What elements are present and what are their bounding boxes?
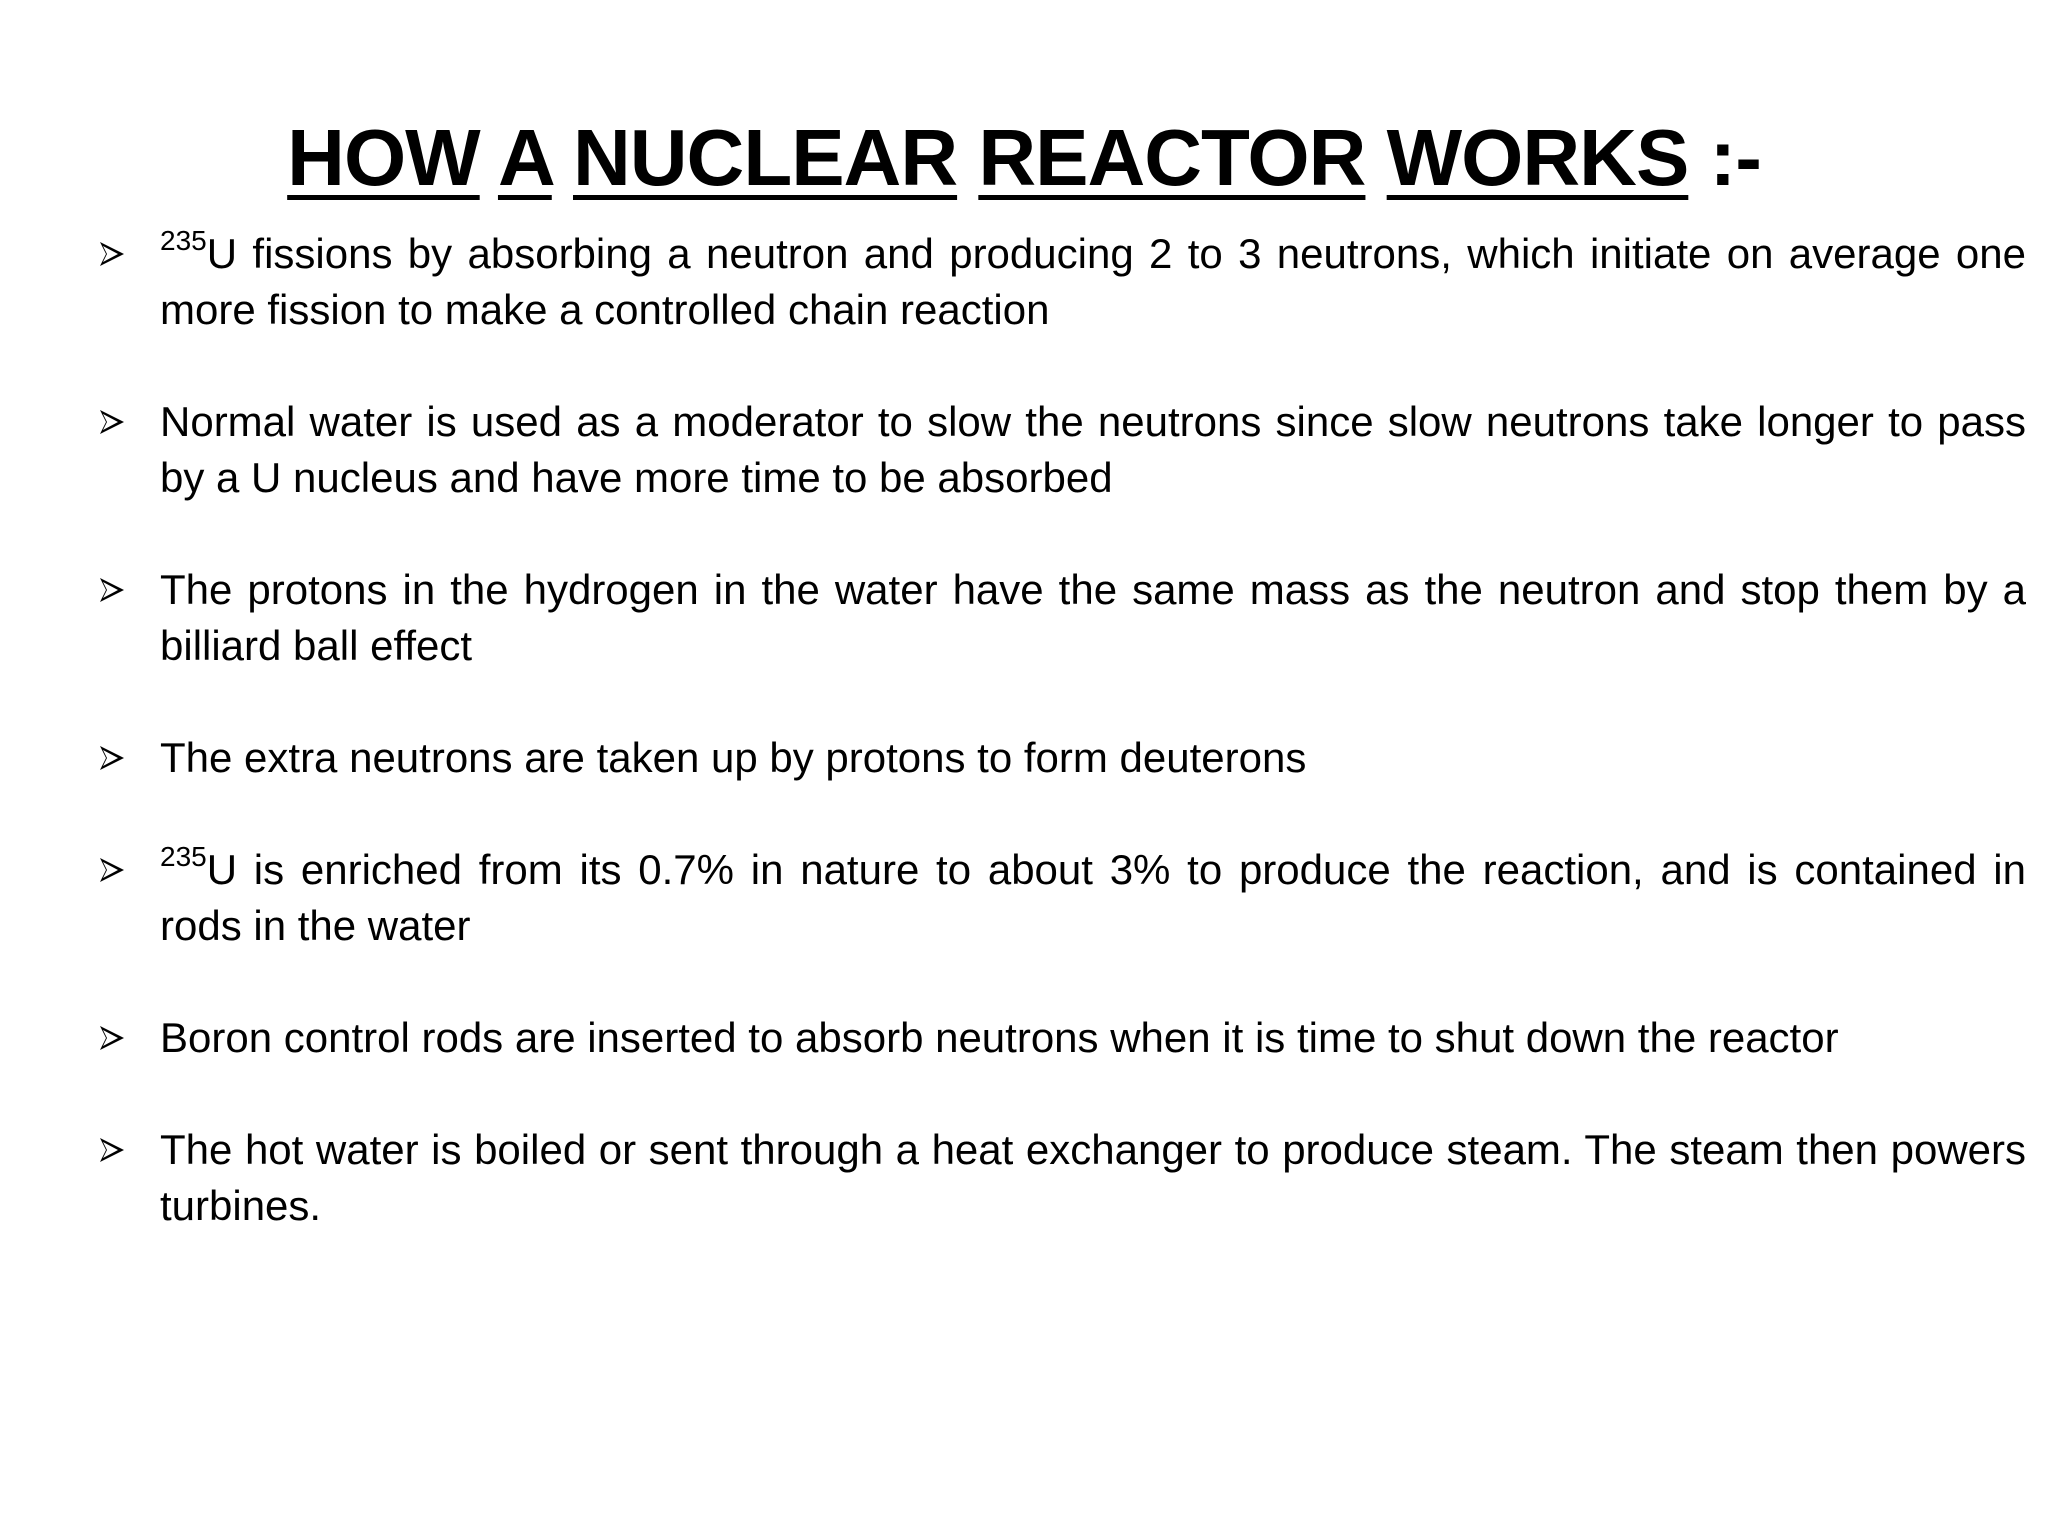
- bullet-item: [96, 1010, 2026, 1066]
- bullet-text: The extra neutrons are taken up by protons to form deuterons: [160, 734, 1307, 781]
- slide-title: [0, 108, 2048, 208]
- bullet-item: [96, 562, 2026, 674]
- bullet-text: U fissions by absorbing a neutron and producing 2 to 3 neutrons, which initiate on average one more fission to make a controlled chain reaction: [160, 230, 2026, 333]
- arrowhead-bullet-icon: [98, 408, 126, 436]
- title-suffix: :-: [1709, 113, 1761, 202]
- bullet-item: [96, 842, 2026, 954]
- arrowhead-bullet-icon: [98, 1024, 126, 1052]
- arrowhead-bullet-icon: [98, 1136, 126, 1164]
- isotope-superscript: 235: [160, 841, 207, 872]
- title-word: REACTOR: [978, 113, 1366, 202]
- bullet-item: [96, 1122, 2026, 1234]
- bullet-list: [96, 226, 2026, 1290]
- bullet-item: [96, 730, 2026, 786]
- title-word: WORKS: [1386, 113, 1689, 202]
- bullet-text: Boron control rods are inserted to absorb neutrons when it is time to shut down the reactor: [160, 1014, 1839, 1061]
- isotope-superscript: 235: [160, 225, 207, 256]
- arrowhead-bullet-icon: [98, 576, 126, 604]
- bullet-text: U is enriched from its 0.7% in nature to about 3% to produce the reaction, and is contained in rods in the water: [160, 846, 2026, 949]
- title-word: HOW: [287, 113, 480, 202]
- arrowhead-bullet-icon: [98, 240, 126, 268]
- title-word: NUCLEAR: [573, 113, 958, 202]
- bullet-text: The protons in the hydrogen in the water have the same mass as the neutron and stop them by a billiard ball effect: [160, 566, 2026, 669]
- bullet-text: Normal water is used as a moderator to slow the neutrons since slow neutrons take longer to pass by a U nucleus and have more time to be absorbed: [160, 398, 2026, 501]
- arrowhead-bullet-icon: [98, 744, 126, 772]
- bullet-item: [96, 226, 2026, 338]
- title-word: A: [497, 113, 552, 202]
- bullet-item: [96, 394, 2026, 506]
- bullet-text: The hot water is boiled or sent through a heat exchanger to produce steam. The steam then powers turbines.: [160, 1126, 2026, 1229]
- arrowhead-bullet-icon: [98, 856, 126, 884]
